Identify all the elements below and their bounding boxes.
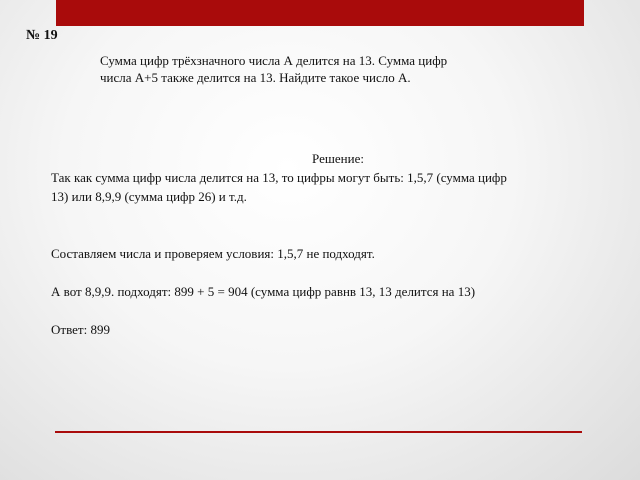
- solution-paragraph-1-line-2: 13) или 8,9,9 (сумма цифр 26) и т.д.: [51, 189, 247, 204]
- problem-line-2: числа А+5 также делится на 13. Найдите такое число А.: [100, 70, 411, 85]
- solution-title: Решение:: [312, 151, 364, 166]
- solution-paragraph-1-line-1: Так как сумма цифр числа делится на 13, то цифры могут быть: 1,5,7 (сумма цифр: [51, 170, 507, 185]
- solution-paragraph-3: А вот 8,9,9. подходят: 899 + 5 = 904 (сумма цифр равнв 13, 13 делится на 13): [51, 284, 476, 299]
- solution-body: [51, 168, 621, 339]
- top-accent-bar: [56, 0, 584, 26]
- bottom-divider-line: [55, 431, 582, 433]
- problem-number: № 19: [26, 28, 58, 43]
- problem-statement: [100, 52, 570, 86]
- answer-text: Ответ: 899: [51, 322, 110, 337]
- problem-line-1: Сумма цифр трёхзначного числа А делится на 13. Сумма цифр: [100, 53, 448, 68]
- solution-paragraph-2: Составляем числа и проверяем условия: 1,5,7 не подходят.: [51, 246, 375, 261]
